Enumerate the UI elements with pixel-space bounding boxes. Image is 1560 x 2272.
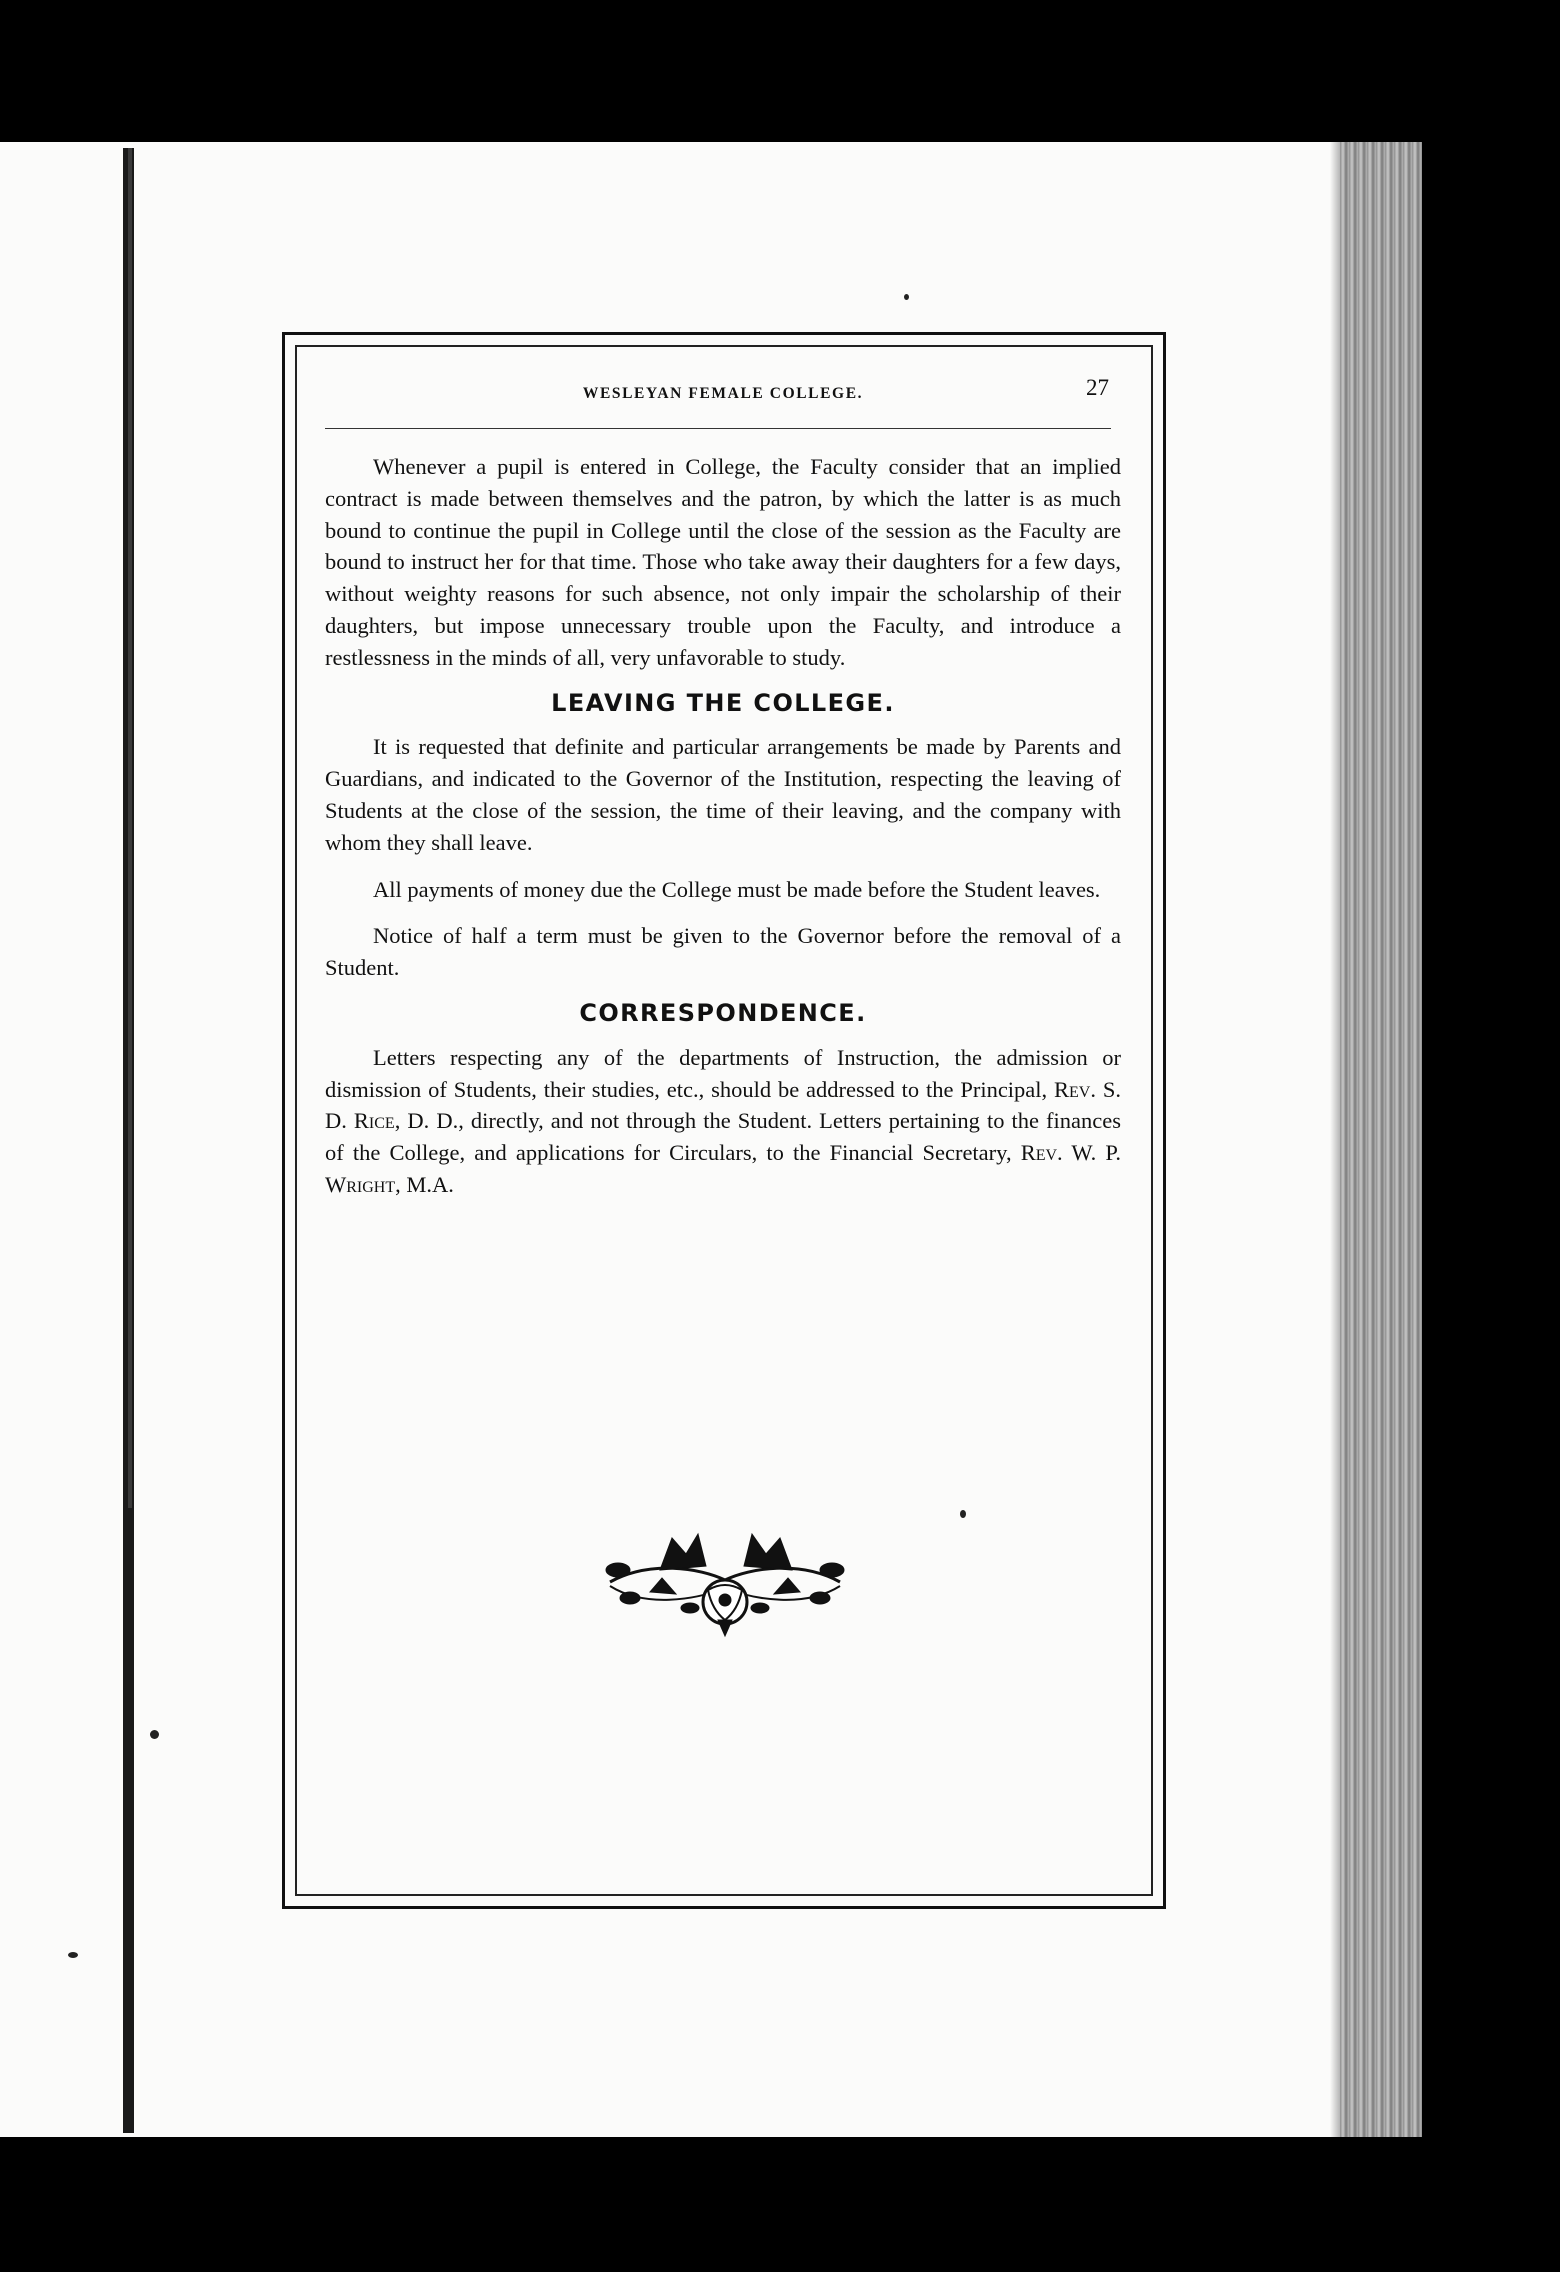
- leaving-heading: LEAVING THE COLLEGE.: [551, 688, 895, 717]
- floral-vignette-icon: [590, 1520, 860, 1640]
- print-speck: [68, 1952, 78, 1958]
- principal-name: Rev. S. D. Rice: [325, 1076, 1121, 1134]
- leaving-paragraph-2: All payments of money due the College must be made before the Student leaves.: [373, 876, 1101, 902]
- correspondence-text-1: Letters respecting any of the departments of Instruction, the admission or dismission of Students, their studies, etc., should be addressed to the Principal,: [325, 1044, 1121, 1102]
- correspondence-text-3: , M.A.: [395, 1171, 454, 1197]
- running-title: WESLEYAN FEMALE COLLEGE.: [582, 385, 864, 402]
- book-spine-edge: [1340, 142, 1422, 2137]
- print-speck: [150, 1730, 159, 1739]
- page-number: 27: [1086, 375, 1109, 400]
- binding-gutter-shadow: [128, 148, 132, 1508]
- header-rule: [325, 428, 1111, 429]
- intro-paragraph: Whenever a pupil is entered in College, the Faculty consider that an implied contract is made between themselves and the patron, by which the latter is as much bound to continue the pupil in College until the close of the session as the Faculty are bound to instruct her for that time. Those who take away their daughters for a few days, without weighty reasons for such absence, not only impair the scholarship of their daughters, but impose unnecessary trouble upon the Faculty, and introduce a restlessness in the minds of all, very unfavorable to study.: [325, 454, 1121, 670]
- running-head: [325, 372, 1121, 406]
- correspondence-heading: CORRESPONDENCE.: [579, 998, 867, 1027]
- print-speck: [904, 294, 909, 300]
- secretary-name: Rev. W. P. Wright: [325, 1140, 1121, 1197]
- correspondence-paragraph: [325, 1042, 1121, 1201]
- correspondence-text-2: , D. D., directly, and not through the Student. Letters pertaining to the finances of the College, and applications for Circulars, to the Financial Secretary,: [325, 1108, 1122, 1166]
- leaving-paragraph-3: Notice of half a term must be given to the Governor before the removal of a Student.: [325, 923, 1121, 981]
- page-content: [325, 372, 1121, 1201]
- print-speck: [960, 1510, 966, 1518]
- leaving-paragraph-1: It is requested that definite and particular arrangements be made by Parents and Guardians, and indicated to the Governor of the Institution, respecting the leaving of Students at the close of the session, the time of their leaving, and the company with whom they shall leave.: [325, 734, 1121, 855]
